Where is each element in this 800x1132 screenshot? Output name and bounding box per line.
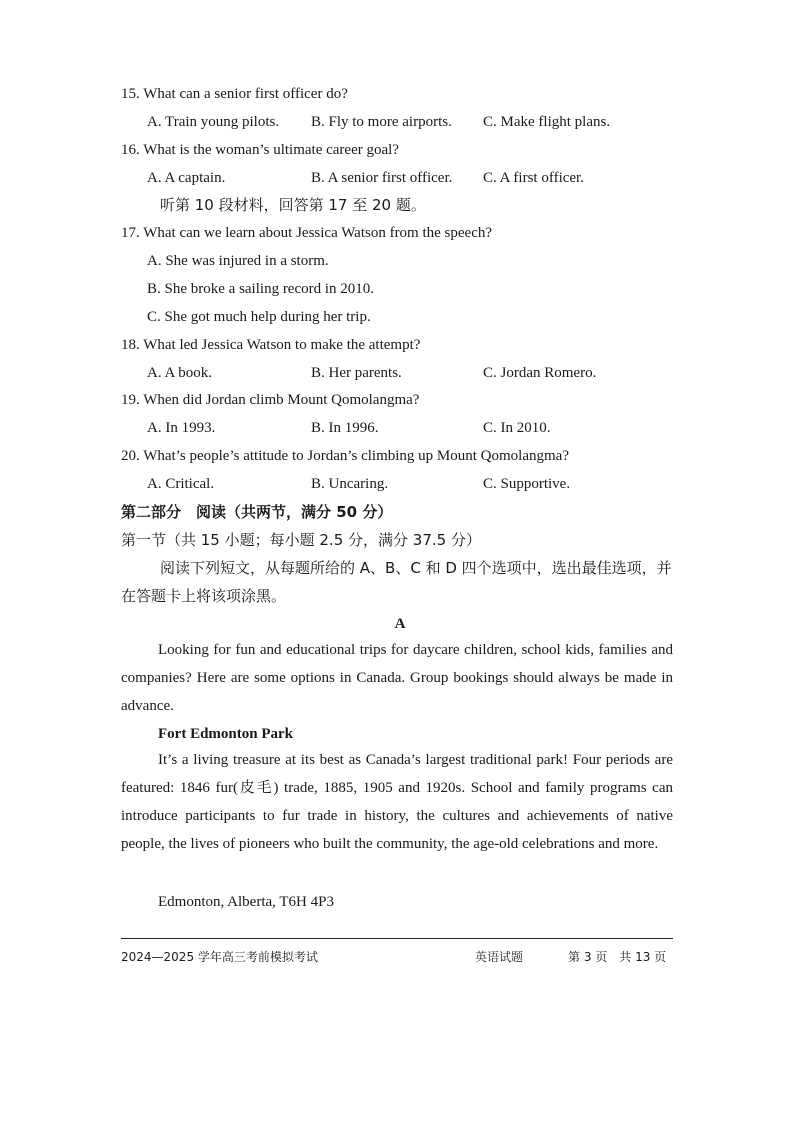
passage-heading: Fort Edmonton Park: [158, 726, 293, 742]
passage-address: Edmonton, Alberta, T6H 4P3: [158, 894, 334, 910]
option-15c: C. Make flight plans.: [483, 114, 611, 130]
option-16a: A. A captain.: [147, 170, 226, 186]
question-16: 16. What is the woman’s ultimate career goal?: [121, 142, 399, 158]
option-19a: A. In 1993.: [147, 420, 216, 436]
option-17c: C. She got much help during her trip.: [147, 309, 371, 325]
option-20c: C. Supportive.: [483, 476, 571, 492]
section-instruction-line1: 阅读下列短文，从每题所给的 A、B、C 和 D 四个选项中，选出最佳选项，并: [160, 559, 672, 577]
passage-body-text: It’s a living treasure at its best as Canada’s largest traditional park! Four periods are featured: 1846 fur(皮毛) trade, 1885, 1905 and 1920s. School and family programs can introduce participants to fur trade in history, the cultures and achievements of native people, the lives of pioneers who built the community, the age-old celebrations and more.: [121, 752, 673, 852]
section-instruction-line2: 在答题卡上将该项涂黑。: [121, 587, 287, 605]
passage-letter: A: [394, 616, 406, 632]
option-19c: C. In 2010.: [483, 420, 551, 436]
footer-subject: 英语试题: [475, 950, 524, 964]
option-17b: B. She broke a sailing record in 2010.: [147, 281, 375, 297]
passage-intro: [121, 636, 673, 720]
question-18: 18. What led Jessica Watson to make the attempt?: [121, 337, 421, 353]
question-15: 15. What can a senior first officer do?: [121, 86, 348, 102]
option-18b: B. Her parents.: [311, 365, 402, 381]
section-title: 第二部分 阅读（共两节，满分 50 分）: [121, 503, 393, 521]
option-18a: A. A book.: [147, 365, 213, 381]
footer-exam-title: 2024—2025 学年高三考前模拟考试: [121, 950, 318, 964]
passage-intro-text: Looking for fun and educational trips for daycare children, school kids, families and companies? Here are some options in Canada. Group bookings should always be made in advance.: [121, 642, 673, 714]
question-20: 20. What’s people’s attitude to Jordan’s climbing up Mount Qomolangma?: [121, 448, 569, 464]
option-15b: B. Fly to more airports.: [311, 114, 452, 130]
listening-instruction: 听第 10 段材料，回答第 17 至 20 题。: [160, 196, 426, 214]
option-16c: C. A first officer.: [483, 170, 584, 186]
option-18c: C. Jordan Romero.: [483, 365, 597, 381]
question-17: 17. What can we learn about Jessica Watson from the speech?: [121, 225, 493, 241]
option-20b: B. Uncaring.: [311, 476, 389, 492]
option-20a: A. Critical.: [147, 476, 215, 492]
section-part-title: 第一节（共 15 小题；每小题 2.5 分，满分 37.5 分）: [121, 531, 481, 549]
passage-body: [121, 746, 673, 858]
question-19: 19. When did Jordan climb Mount Qomolangma?: [121, 392, 420, 408]
option-15a: A. Train young pilots.: [147, 114, 280, 130]
option-16b: B. A senior first officer.: [311, 170, 453, 186]
option-19b: B. In 1996.: [311, 420, 379, 436]
footer-divider: [121, 938, 673, 939]
option-17a: A. She was injured in a storm.: [147, 253, 329, 269]
footer-page-number: 第 3 页 共 13 页: [568, 950, 667, 964]
